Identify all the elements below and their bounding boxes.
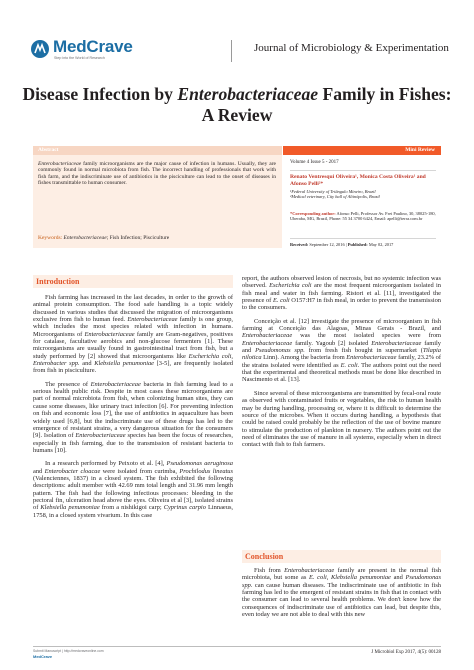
- footer-divider: [33, 646, 441, 647]
- text-run: bacteria in fish farming lead to a serious health public risk. Despite in most cases these microorganisms are part of normal microbiota from fish, when colonizing human sites, they can cause some diseases, like urinary tract infection [6]. For preventing infection on fish and economic loss [7], the use of antibiotics in aquaculture has been widely used [6,8], but the indiscriminate use of these drugs has led to the emergence of resistant strains, a very dangerous situation for the consumers [9]. Isolation of: [33, 380, 233, 440]
- corresponding-label: *Corresponding author:: [290, 211, 336, 216]
- right-column: [242, 275, 441, 455]
- abstract-heading: Abstract: [33, 146, 282, 155]
- text-run: Fish from: [254, 567, 285, 574]
- text-run: family and: [242, 339, 441, 355]
- footer-logo: MedCrave: [33, 654, 53, 659]
- paragraph: [242, 318, 441, 384]
- text-run: report, the authors observed lesion of necrosis, but no systemic infection was observed.: [242, 275, 441, 290]
- taxon: Enterobacteriaceae: [284, 567, 335, 574]
- text-run: and: [390, 574, 406, 582]
- text-run: are the most frequent microorganism isolated in fish meal and water in fish farming. Ristori et al. [11], investigated the presence of: [242, 282, 442, 305]
- text-run: Linnaeus, 1758, in a closed system vivarium. In this case: [33, 504, 234, 519]
- section-heading-conclusion: Conclusion: [242, 550, 441, 563]
- text-run: and: [33, 467, 45, 475]
- info-divider: [290, 170, 436, 171]
- text-run: species has been the focus of researches, especially in fish farming, due to the transmission of resistant bacteria to humans [10].: [33, 432, 234, 454]
- keywords: [38, 235, 169, 241]
- taxon: Prochilodus lineatus: [179, 467, 233, 475]
- section-heading-introduction: Introduction: [33, 275, 233, 288]
- logo-tagline: Step into the World of Research: [54, 56, 105, 60]
- taxon: E. coli, Klebsiella penumoniae: [309, 574, 391, 582]
- affiliation-2: ²Medical veterinary, City hall of Altinópolis, Brazil: [290, 194, 380, 200]
- abstract-taxon: Enterobacteriaceae: [38, 161, 82, 167]
- taxon: Enterobacteriaceae: [84, 330, 135, 338]
- taxon: Klebsiella penumoniae: [94, 360, 155, 368]
- taxon: Tilapia nilotica: [242, 347, 442, 362]
- taxon: Enterobacteriaceae: [127, 316, 178, 324]
- taxon: E. coli: [272, 297, 290, 305]
- submit-manuscript-link[interactable]: Submit Manuscript | http://medcraveonline.com: [33, 649, 104, 653]
- published-label: Published:: [346, 242, 368, 247]
- conclusion-text: [242, 567, 441, 624]
- text-run: family. Yagoub [2] isolated: [292, 339, 372, 347]
- taxon: Enterobacteriaceae: [242, 332, 293, 340]
- abstract-panel: [33, 146, 282, 248]
- text-run: [3-5], are frequently isolated from fish in pisciculture.: [33, 360, 233, 375]
- text-run: family, 23.2% of the strains isolated were identified as: [242, 354, 441, 369]
- text-run: Fish farming has increased in the last decades, in order to the growth of animal protein consumption. The food safe handling is a topic widely discussed in various studies that discussed the migration of microorganisms exclusive from fish to human feed.: [33, 294, 233, 324]
- header-divider: [231, 40, 232, 62]
- abstract-text: [33, 155, 282, 186]
- keywords-taxon: Enterobacteriaceae: [63, 235, 107, 241]
- article-info-panel: [283, 146, 441, 254]
- taxon: Pseudomonas aeruginosa: [166, 460, 233, 468]
- text-run: family are present in the normal fish microbiota, but some as: [242, 567, 441, 582]
- medcrave-logo-icon: [30, 39, 50, 59]
- taxon: Klebsiella penumoniae: [40, 504, 100, 512]
- paragraph: [242, 567, 441, 618]
- title-subtitle: A Review: [201, 105, 273, 125]
- author-list[interactable]: Renato Ventresqui Oliveira¹, Monica Costa Oliveira¹ and Afonso Pelli²*: [290, 174, 426, 187]
- text-run: and: [79, 360, 95, 368]
- page-header: [0, 0, 474, 76]
- taxon: Pseudomonas spp.: [255, 347, 305, 355]
- published-date: May 02, 2017: [367, 242, 394, 247]
- taxon: Enterobacteriaceae: [75, 432, 126, 440]
- text-run: The presence of: [45, 380, 91, 388]
- text-run: can cause human diseases. The indiscriminate use of antibiotic in fish farming has led to the emergent of resistant strains in fish that in contact with the consumer can lead to several health problems. We don't know how the consequences of indiscriminate use of antibiotics can lead, but despite this, even today we are not able to deal with this new: [242, 581, 441, 619]
- text-run: O157:H7 in fish meal, in order to prevent the transmission to the consumers.: [242, 297, 441, 312]
- taxon: Escherichia coli, Enterobacter spp.: [33, 352, 233, 368]
- text-run: Linn). Among the bacteria from: [261, 354, 347, 362]
- taxon: Escherichia coli: [269, 282, 312, 290]
- text-run: family is one group, which includes the most species related with infection in humans. Microorganisms of: [33, 316, 233, 338]
- article-type-badge: Mini Review: [283, 146, 441, 155]
- paragraph: Since several of these microorganisms are transmitted by fecal-oral route as observed with contaminated fruits or vegetables, the risk to human health may be during handling, processing or, where it is difficult to determine the source of the microbes. When it occurs during handling, a hypothesis that could be raised could probably be the reflection of the use of bovine manure to stimulate the production of plankton in nursery. The authors point out the need of eliminates the use of manure in all systems, especially when in direct contact with fish to fish farmers.: [242, 389, 441, 449]
- taxon: Pseudomonas spp.: [242, 574, 441, 589]
- text-run: Conceição et al. [12] investigate the presence of microorganism in fish farming at Conceição das Alagoas, Minas Gerais - Brazil, and: [242, 317, 441, 333]
- text-run: (Valenciennes, 1837) in a closed system. The fish exhibited the following descriptions: adult member with 42.69 mm total length and 31.96 mm length pattern. The fish had the following infectious processes: bleeding in the pectoral fin, ulceration head above the eyes. Oliveira et al [3], isolated strains of: [33, 474, 233, 512]
- info-divider: [290, 238, 436, 239]
- taxon: E. coli: [340, 361, 358, 369]
- corresponding-details[interactable]: Afonso Pelli, Professor Av. Frei Paulino, 30, 38025-180, Uberaba, MG, Brazil, Phone: 55 34 3700 6424, Email: apelli@terra.com.br: [290, 211, 436, 222]
- corresponding-author: [290, 211, 436, 222]
- keywords-list: ; Fish Infection; Pisciculture: [106, 235, 170, 241]
- page-footer: [33, 646, 441, 660]
- text-run: were isolated from curimba,: [100, 467, 180, 475]
- text-run: was the most isolated species were from: [292, 332, 441, 340]
- affiliations: [290, 189, 436, 199]
- paragraph: [33, 381, 233, 454]
- article-dates: [290, 242, 440, 247]
- volume-issue: Volume 4 Issue 5 - 2017: [290, 160, 339, 165]
- taxon: Enterobacteriaceae: [90, 380, 141, 388]
- affiliation-1: ¹Federal University of Triângulo Mineiro, Brazil: [290, 189, 376, 194]
- paragraph: [33, 294, 233, 375]
- taxon: Cyprinus carpio: [163, 504, 206, 512]
- title-taxon: Enterobacteriaceae: [177, 84, 319, 104]
- title-part: Family in Fishes:: [318, 84, 452, 104]
- left-column: [33, 294, 233, 525]
- taxon: Enterobacteriaceae: [346, 354, 397, 362]
- received-label: Received:: [290, 242, 309, 247]
- citation: J Microbiol Exp 2017, 4(5): 00128: [371, 650, 441, 655]
- taxon: Enterobacteriaceae: [242, 339, 293, 347]
- paragraph: [242, 275, 441, 312]
- text-run: from fresh fish bought in supermarket (: [304, 347, 423, 355]
- paragraph: [33, 460, 233, 519]
- journal-name[interactable]: Journal of Microbiology & Experimentation: [254, 42, 449, 54]
- logo-name: MedCrave: [53, 37, 133, 56]
- received-date: September 12, 2016 |: [308, 242, 347, 247]
- medcrave-logo[interactable]: [30, 37, 150, 65]
- title-part: Disease Infection by: [22, 84, 178, 104]
- article-title: [22, 84, 452, 126]
- keywords-label: Keywords:: [38, 235, 63, 241]
- abstract-body: family microorganisms are the major cause of infection in humans. Usually, they are commonly found in normal microbiota from fish. The incorrect handling of professionals that work with fish farm, and the indiscriminate use of antibiotics in the pisciculture can lead to the onset of diseases in fishes transmittable to human consumer.: [38, 161, 276, 186]
- text-run: from a nishikigoi carp;: [99, 504, 164, 512]
- taxon: Enterobacter cloacae: [44, 467, 101, 475]
- text-run: . The authors point out the need that the experimental and theoretical methods must be done like described in Nascimento et al. [13].: [242, 361, 441, 384]
- text-run: family are Gram-negatives, positives for catalase, facultative aerobics and non-glucose fermenters [1]. These microorganisms are usually found in gastrointestinal tract from fish, but a study performed by [2] showed that microorganisms like: [33, 330, 233, 360]
- taxon: Enterobacteriaceae: [371, 339, 422, 347]
- text-run: In a research performed by Peixoto et al. [4],: [45, 460, 167, 468]
